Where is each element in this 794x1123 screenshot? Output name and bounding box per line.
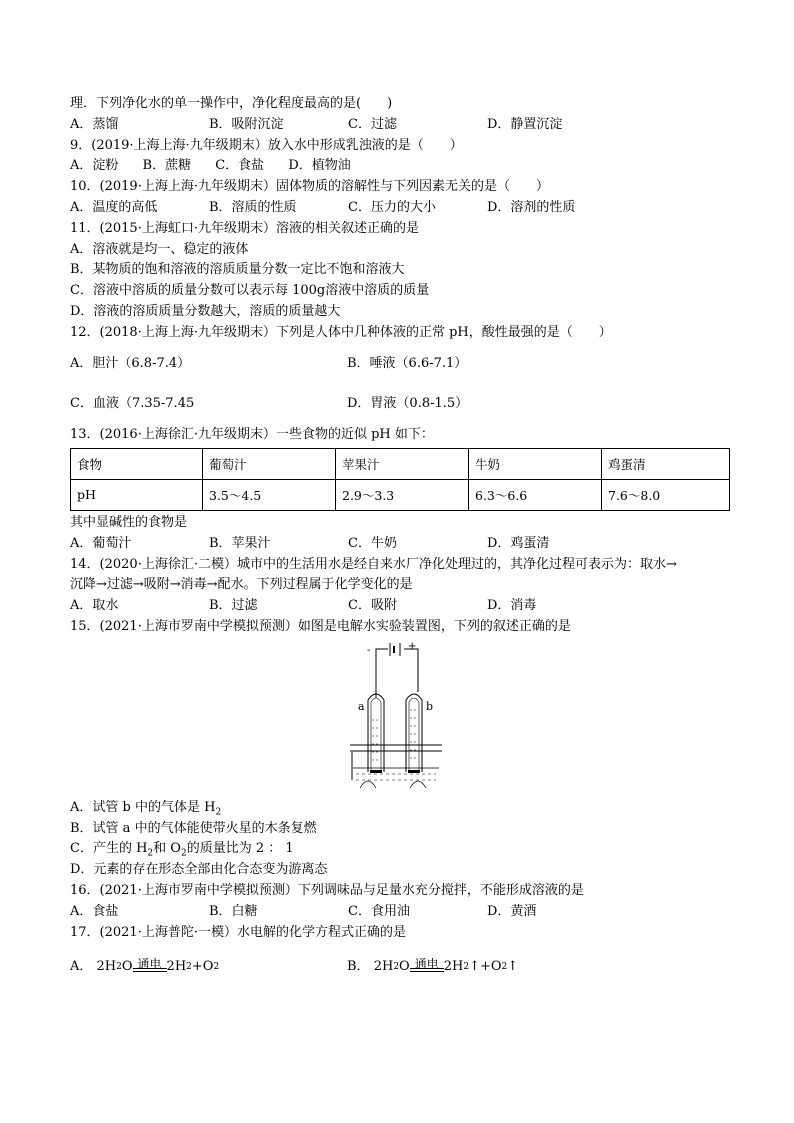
table-cell: 2.9～3.3	[336, 479, 469, 510]
table-cell: 3.5～4.5	[203, 479, 336, 510]
equation-text: ↑+O	[469, 959, 502, 975]
q13-after: 其中显碱性的食物是	[70, 514, 188, 530]
q10-stem: 10．(2019·上海上海·九年级期末）固体物质的溶解性与下列因素无关的是（ ）	[70, 179, 549, 195]
q17-option-b[interactable]	[347, 957, 624, 978]
q14-option-c[interactable]: C．吸附	[348, 598, 397, 614]
q15-option-b[interactable]: B．试管 a 中的气体能使带火星的木条复燃	[70, 820, 317, 836]
q17-stem: 17．(2021·上海普陀·一模）水电解的化学方程式正确的是	[70, 924, 406, 940]
q17-option-a[interactable]	[70, 957, 347, 978]
q13-stem: 13．(2016·上海徐汇·九年级期末）一些食物的近似 pH 如下：	[70, 427, 434, 443]
q16-options	[70, 902, 735, 923]
table-cell: 苹果汁	[336, 448, 469, 479]
option-prefix: A．	[70, 959, 93, 975]
minus-label: -	[367, 644, 371, 656]
q15-option-c-text: 和 O	[153, 841, 181, 857]
q14-option-b[interactable]: B．过滤	[209, 598, 258, 614]
q12-option-a[interactable]: A．胆汁（6.8-7.4）	[70, 355, 191, 371]
table-cell: 鸡蛋清	[602, 448, 730, 479]
q16-option-d[interactable]: D．黄酒	[487, 903, 537, 919]
option-prefix: B．	[347, 959, 370, 975]
equation-text: O	[399, 959, 410, 975]
q11-option-c[interactable]: C．溶液中溶质的质量分数可以表示每 100g溶液中溶质的质量	[70, 283, 430, 299]
table-cell: 7.6～8.0	[602, 479, 730, 510]
condition-label: 通电	[137, 957, 162, 972]
tube-b-label: b	[426, 699, 434, 713]
equation-text: 2H	[373, 959, 394, 975]
q14-options	[70, 596, 735, 617]
subscript: 2	[147, 848, 154, 859]
reaction-condition	[133, 957, 167, 978]
q11-option-a[interactable]: A．溶液就是均一、稳定的液体	[70, 241, 249, 257]
q12-option-c[interactable]: C．血液（7.35-7.45	[70, 396, 195, 412]
q16-stem: 16．(2021·上海市罗南中学模拟预测）下列调味品与足量水充分搅拌，不能形成溶液的是	[70, 882, 584, 898]
q13-option-a[interactable]: A．葡萄汁	[70, 535, 132, 551]
q11-option-b[interactable]: B．某物质的饱和溶液的溶质质量分数一定比不饱和溶液大	[70, 262, 405, 278]
subscript: 2	[501, 962, 508, 973]
q8-option-a[interactable]: A．蒸馏	[70, 116, 119, 132]
equation-text: +O	[191, 959, 214, 975]
q9-option-a[interactable]: A．淀粉	[70, 158, 119, 174]
q15-stem: 15．(2021·上海市罗南中学模拟预测）如图是电解水实验装置图，下列的叙述正确的是	[70, 618, 571, 634]
plus-label: +	[408, 641, 417, 652]
q12-option-b[interactable]: B．唾液（6.6-7.1）	[347, 355, 468, 371]
q9-options	[70, 156, 735, 177]
table-cell: 食物	[71, 448, 203, 479]
equation-b	[347, 957, 518, 978]
electrolysis-diagram	[350, 642, 442, 794]
q11-option-d[interactable]: D．溶液的溶质质量分数越大，溶质的质量越大	[70, 303, 341, 319]
q9-option-d[interactable]: D．植物油	[288, 158, 351, 174]
q16-option-a[interactable]: A．食盐	[70, 903, 119, 919]
q15-option-d[interactable]: D．元素的存在形态全部由化合态变为游离态	[70, 862, 328, 878]
table-cell: 6.3～6.6	[469, 479, 602, 510]
q10-option-a[interactable]: A．温度的高低	[70, 199, 158, 215]
q14-option-d[interactable]: D．消毒	[487, 598, 537, 614]
subscript: 2	[180, 848, 187, 859]
equation-text: ↑	[507, 959, 519, 975]
q10-option-c[interactable]: C．压力的大小	[348, 199, 436, 215]
q13-option-d[interactable]: D．鸡蛋清	[487, 535, 550, 551]
table-cell: pH	[71, 479, 203, 510]
condition-label: 通电	[414, 957, 439, 972]
reaction-condition	[410, 957, 444, 978]
equation-text: 2H	[96, 959, 117, 975]
equation-a	[70, 957, 219, 978]
table-row	[71, 479, 730, 510]
q8-option-d[interactable]: D．静置沉淀	[487, 116, 563, 132]
table-row	[71, 448, 730, 479]
table-cell: 葡萄汁	[203, 448, 336, 479]
q15-option-a[interactable]	[70, 798, 735, 819]
worksheet-page	[70, 94, 735, 978]
q10-option-b[interactable]: B．溶质的性质	[209, 199, 297, 215]
subscript: 2	[393, 962, 400, 973]
q16-option-b[interactable]: B．白糖	[209, 903, 258, 919]
q9-option-c[interactable]: C．食盐	[215, 158, 265, 174]
q16-option-c[interactable]: C．食用油	[348, 903, 410, 919]
q14-option-a[interactable]: A．取水	[70, 598, 119, 614]
tube-a-label: a	[358, 699, 365, 713]
q10-option-d[interactable]: D．溶剂的性质	[487, 199, 576, 215]
q8-stem: 理．下列净化水的单一操作中，净化程度最高的是( )	[70, 96, 393, 111]
q13-options	[70, 534, 735, 555]
q9-option-b[interactable]: B．蔗糖	[142, 158, 192, 174]
q15-option-c-text: 的质量比为 2 ： 1	[186, 841, 294, 857]
q12-stem: 12．(2018·上海上海·九年级期末）下列是人体中几种体液的正常 pH，酸性最强的是（ ）	[70, 324, 612, 340]
equation-text: 2H	[166, 959, 187, 975]
subscript: 2	[186, 962, 192, 973]
q14-stem-line2: 沉降→过滤→吸附→消毒→配水。下列过程属于化学变化的是	[70, 577, 413, 593]
electrolysis-apparatus-figure	[350, 642, 442, 794]
subscript: 2	[213, 962, 220, 973]
q8-options	[70, 115, 735, 136]
q12-options-row1	[70, 354, 735, 375]
q14-stem-line1: 14．(2020·上海徐汇·二模）城市中的生活用水是经自来水厂净化处理过的，其净化过程可表示为：取水→	[70, 556, 677, 572]
q8-option-b[interactable]: B．吸附沉淀	[209, 116, 284, 132]
table-cell: 牛奶	[469, 448, 602, 479]
q15-option-a-text: A．试管 b 中的气体是 H	[70, 799, 216, 815]
q9-stem: 9．(2019·上海上海·九年级期末）放入水中形成乳浊液的是（ ）	[70, 137, 463, 153]
equation-text: O	[121, 959, 133, 975]
subscript: 2	[215, 807, 222, 818]
q13-option-c[interactable]: C．牛奶	[348, 535, 397, 551]
equation-text: 2H	[443, 959, 464, 975]
q15-option-c-text: C．产生的 H	[70, 841, 148, 857]
subscript: 2	[463, 962, 470, 973]
q12-option-d[interactable]: D．胃液（0.8-1.5）	[347, 396, 469, 412]
q8-option-c[interactable]: C．过滤	[348, 116, 397, 132]
q15-option-c[interactable]	[70, 839, 735, 860]
subscript: 2	[116, 962, 122, 973]
q13-option-b[interactable]: B．苹果汁	[209, 535, 271, 551]
q12-options-row2	[70, 394, 735, 415]
q11-stem: 11．(2015·上海虹口·九年级期末）溶液的相关叙述正确的是	[70, 220, 419, 236]
ph-table	[70, 448, 730, 511]
q17-options	[70, 957, 735, 978]
q10-options	[70, 198, 735, 219]
